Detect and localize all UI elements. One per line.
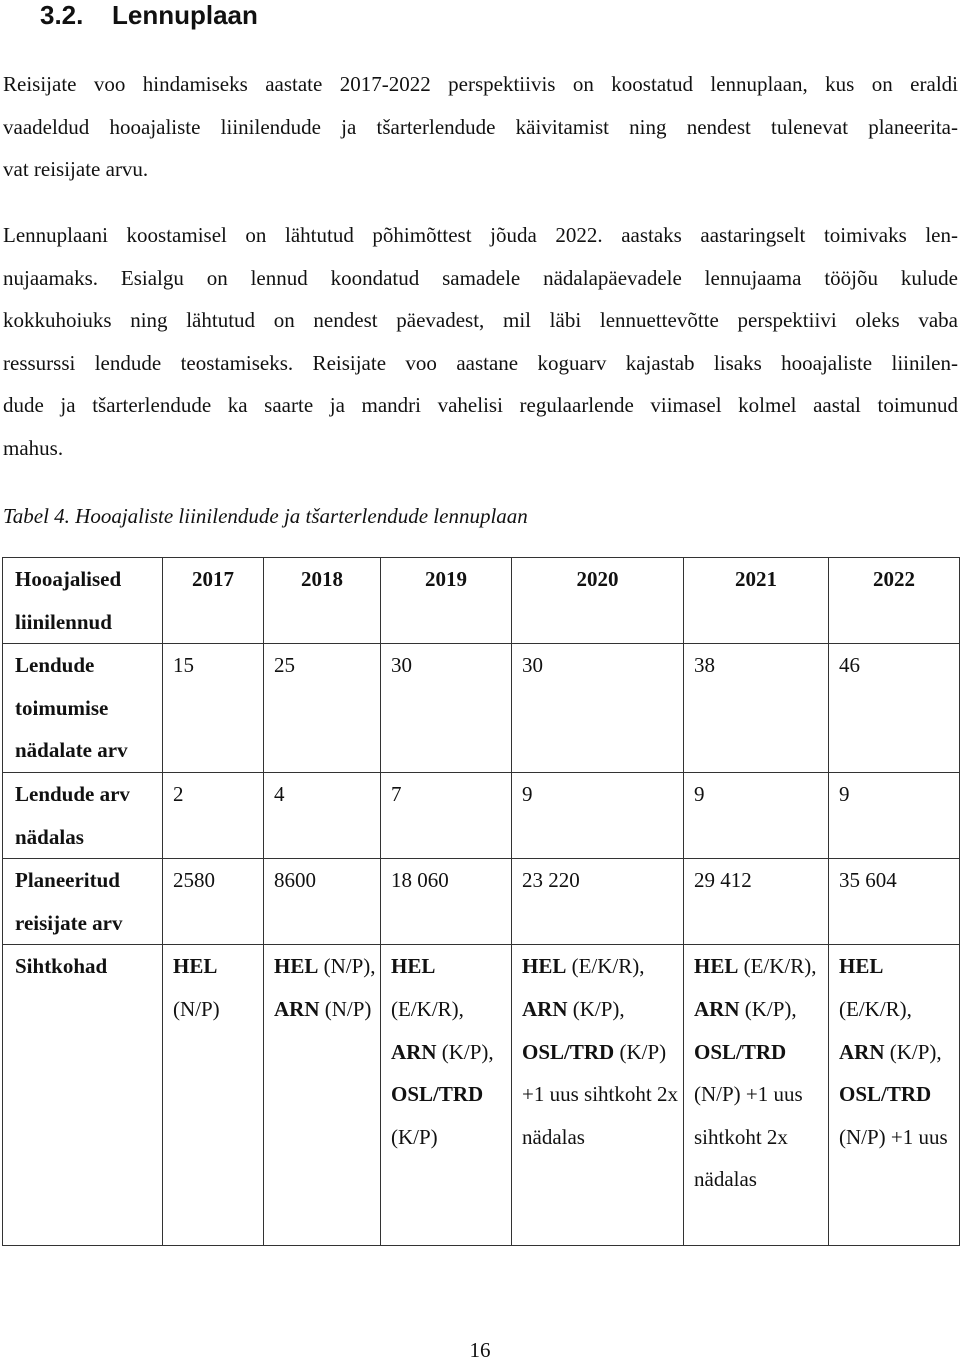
- table-cell: 29 412: [684, 859, 829, 945]
- table-cell: 35 604: [829, 859, 960, 945]
- paragraph-line: Reisijate voo hindamiseks aastate 2017-2022 perspektiivis on koostatud lennuplaan, kus on eraldi: [3, 72, 958, 96]
- table-cell: 4: [264, 772, 381, 858]
- table-cell: 9: [829, 772, 960, 858]
- destination-code: HEL: [391, 954, 436, 979]
- table-caption: Tabel 4. Hooajaliste liinilendude ja tšarterlendude lennuplaan: [3, 504, 528, 528]
- destination-code: HEL: [274, 954, 319, 979]
- paragraph-line: mahus.: [3, 435, 64, 460]
- destination-code: HEL: [173, 954, 218, 979]
- year-cell: 2020: [512, 558, 684, 644]
- destination-detail: (N/P),: [318, 954, 376, 979]
- table-cell: 46: [829, 644, 960, 773]
- table-row: [3, 772, 960, 858]
- destination-code: ARN: [839, 1039, 885, 1064]
- row-header-cell: Sihtkohad: [3, 945, 163, 1246]
- table-row: [3, 644, 960, 773]
- destination-code: OSL/TRD: [391, 1082, 484, 1107]
- year-cell: 2018: [264, 558, 381, 644]
- flight-plan-table: [2, 557, 960, 1246]
- row-header-cell: Lendude toimumise nädalate arv: [3, 644, 163, 773]
- destination-detail: (N/P) +1 uus sihtkoht 2x nädalas: [694, 1082, 803, 1192]
- table-cell: 9: [684, 772, 829, 858]
- paragraph-1: [3, 63, 958, 191]
- paragraph-line: Lennuplaani koostamisel on lähtutud põhimõttest jõuda 2022. aastaks aastaringselt toimivaks len-: [3, 223, 958, 247]
- table-header-row: [3, 558, 960, 644]
- table-cell: 30: [512, 644, 684, 773]
- row-header-cell: Lendude arv nädalas: [3, 772, 163, 858]
- table-cell: 8600: [264, 859, 381, 945]
- paragraph-line: vat reisijate arvu.: [3, 157, 149, 182]
- destination-code: OSL/TRD: [694, 1039, 787, 1064]
- table-row-destinations: [3, 945, 960, 1246]
- destination-code: ARN: [522, 996, 568, 1021]
- table-row: [3, 859, 960, 945]
- table-cell: 25: [264, 644, 381, 773]
- destination-detail: (K/P),: [884, 1039, 942, 1064]
- row-header-cell: Hooajalised liinilennud: [3, 558, 163, 644]
- destination-detail: (K/P),: [739, 996, 797, 1021]
- row-header-cell: Planeeritud reisijate arv: [3, 859, 163, 945]
- destination-code: HEL: [522, 954, 567, 979]
- table-cell: 9: [512, 772, 684, 858]
- table-cell: 23 220: [512, 859, 684, 945]
- table-cell: 15: [163, 644, 264, 773]
- table-cell: 2580: [163, 859, 264, 945]
- paragraph-line: nujaamaks. Esialgu on lennud koondatud samadele nädalapäevadele lennujaama tööjõu kulude: [3, 265, 958, 290]
- table-cell: 7: [381, 772, 512, 858]
- destination-code: OSL/TRD: [839, 1082, 932, 1107]
- destination-detail: (E/K/R),: [566, 954, 645, 979]
- year-cell: 2019: [381, 558, 512, 644]
- section-title: Lennuplaan: [112, 0, 258, 30]
- destination-code: ARN: [694, 996, 740, 1021]
- destination-cell: [684, 945, 829, 1246]
- paragraph-line: dude ja tšarterlendude ka saarte ja mandri vahelisi regulaarlende viimasel kolmel aastal toimunud: [3, 393, 958, 418]
- destination-cell: [264, 945, 381, 1246]
- year-cell: 2022: [829, 558, 960, 644]
- destination-cell: [829, 945, 960, 1246]
- destination-detail: (K/P): [391, 1124, 438, 1149]
- year-cell: 2021: [684, 558, 829, 644]
- paragraph-line: vaadeldud hooajaliste liinilendude ja tšarterlendude käivitamist ning nendest tulenevat planeerita-: [3, 114, 958, 139]
- paragraph-line: ressurssi lendude teostamiseks. Reisijate voo aastane koguarv kajastab lisaks hooajaliste liinilen-: [3, 350, 958, 375]
- destination-code: HEL: [694, 954, 739, 979]
- destination-detail: (K/P),: [436, 1039, 494, 1064]
- destination-detail: (N/P) +1 uus: [839, 1124, 948, 1149]
- destination-code: OSL/TRD: [522, 1039, 615, 1064]
- destination-detail: (N/P): [319, 996, 372, 1021]
- destination-detail: (K/P) +1 uus sihtkoht 2x nädalas: [522, 1039, 678, 1149]
- destination-cell: [381, 945, 512, 1246]
- destination-detail: (E/K/R),: [839, 996, 912, 1021]
- table-cell: 2: [163, 772, 264, 858]
- paragraph-2: [3, 214, 958, 470]
- destination-cell: [163, 945, 264, 1246]
- destination-detail: (E/K/R),: [391, 996, 464, 1021]
- destination-code: ARN: [274, 996, 320, 1021]
- section-heading: [40, 0, 258, 30]
- destination-detail: (N/P): [173, 996, 220, 1021]
- destination-cell: [512, 945, 684, 1246]
- section-number: 3.2.: [40, 0, 84, 30]
- year-cell: 2017: [163, 558, 264, 644]
- destination-code: ARN: [391, 1039, 437, 1064]
- table-cell: 38: [684, 644, 829, 773]
- table-cell: 18 060: [381, 859, 512, 945]
- destination-detail: (E/K/R),: [738, 954, 817, 979]
- destination-detail: (K/P),: [567, 996, 625, 1021]
- page-number: 16: [469, 1338, 491, 1362]
- destination-code: HEL: [839, 954, 884, 979]
- paragraph-line: kokkuhoiuks ning lähtutud on nendest päevadest, mil läbi lennuettevõtte perspektiivi oleks vaba: [3, 308, 958, 333]
- table-cell: 30: [381, 644, 512, 773]
